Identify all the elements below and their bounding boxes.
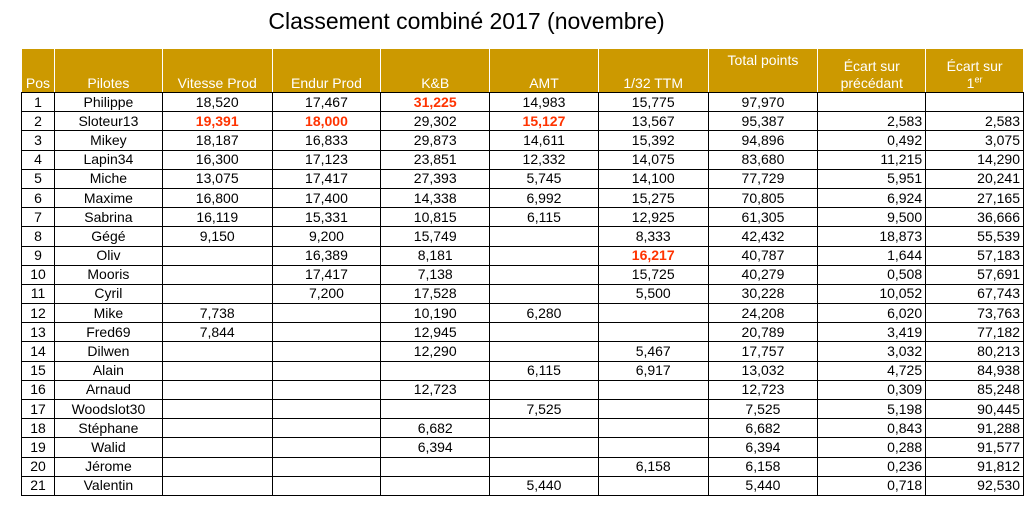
cell-pilote: Gégé: [54, 227, 162, 246]
cell-ttm: 14,100: [598, 169, 708, 188]
cell-ecart-first: 91,288: [926, 419, 1024, 438]
table-body: [22, 93, 1024, 496]
cell-pos: 19: [22, 438, 55, 457]
table-row: [22, 476, 1024, 495]
cell-pos: 15: [22, 361, 55, 380]
header-pilotes: Pilotes: [54, 49, 162, 93]
cell-total: 83,680: [708, 150, 818, 169]
cell-endur: 16,833: [272, 131, 381, 150]
cell-amt: 7,525: [490, 400, 599, 419]
cell-vitesse: [162, 284, 272, 303]
header-vitesse: Vitesse Prod: [162, 49, 272, 93]
cell-ttm: 15,725: [598, 265, 708, 284]
cell-amt: 12,332: [490, 150, 599, 169]
table-row: [22, 400, 1024, 419]
cell-ecart-first: 20,241: [926, 169, 1024, 188]
table-row: [22, 457, 1024, 476]
cell-ttm: [598, 476, 708, 495]
table-row: [22, 208, 1024, 227]
cell-vitesse: [162, 476, 272, 495]
cell-ecart-first: 85,248: [926, 380, 1024, 399]
cell-pos: 20: [22, 457, 55, 476]
cell-ttm: 6,158: [598, 457, 708, 476]
cell-ecart-prec: 9,500: [818, 208, 926, 227]
cell-vitesse: 18,187: [162, 131, 272, 150]
cell-vitesse: [162, 380, 272, 399]
cell-ecart-prec: 3,419: [818, 323, 926, 342]
cell-total: 61,305: [708, 208, 818, 227]
cell-ecart-first: 36,666: [926, 208, 1024, 227]
cell-vitesse: [162, 457, 272, 476]
cell-endur: [272, 476, 381, 495]
cell-total: 17,757: [708, 342, 818, 361]
cell-pilote: Miche: [54, 169, 162, 188]
cell-amt: [490, 419, 599, 438]
cell-pos: 12: [22, 304, 55, 323]
table-row: [22, 304, 1024, 323]
cell-total: 42,432: [708, 227, 818, 246]
cell-kb: 12,290: [381, 342, 490, 361]
cell-ttm: 15,275: [598, 188, 708, 207]
cell-ecart-first: 67,743: [926, 284, 1024, 303]
header-ecart-first-line1: Écart sur: [946, 58, 1003, 74]
cell-ttm: 15,392: [598, 131, 708, 150]
cell-ecart-first: 90,445: [926, 400, 1024, 419]
header-ecart-first: [926, 49, 1024, 93]
cell-pos: 17: [22, 400, 55, 419]
cell-pos: 2: [22, 112, 55, 131]
header-ttm: 1/32 TTM: [598, 49, 708, 93]
cell-amt: 15,127: [490, 112, 599, 131]
header-ecart-first-line2: 1: [966, 75, 975, 91]
cell-kb: 8,181: [381, 246, 490, 265]
cell-vitesse: [162, 265, 272, 284]
cell-total: 6,394: [708, 438, 818, 457]
cell-vitesse: 7,844: [162, 323, 272, 342]
cell-pos: 13: [22, 323, 55, 342]
cell-ecart-prec: 3,032: [818, 342, 926, 361]
cell-vitesse: 9,150: [162, 227, 272, 246]
cell-amt: [490, 342, 599, 361]
cell-pilote: Lapin34: [54, 150, 162, 169]
table-row: [22, 323, 1024, 342]
page-title: Classement combiné 2017 (novembre): [268, 8, 665, 34]
cell-pos: 18: [22, 419, 55, 438]
cell-pos: 16: [22, 380, 55, 399]
header-row: [22, 49, 1024, 93]
cell-ttm: 16,217: [598, 246, 708, 265]
cell-kb: 10,190: [381, 304, 490, 323]
cell-vitesse: [162, 342, 272, 361]
cell-ecart-prec: 0,508: [818, 265, 926, 284]
cell-ecart-prec: 0,288: [818, 438, 926, 457]
cell-endur: 17,400: [272, 188, 381, 207]
cell-kb: 6,682: [381, 419, 490, 438]
cell-endur: [272, 361, 381, 380]
cell-total: 6,682: [708, 419, 818, 438]
cell-ecart-prec: 0,309: [818, 380, 926, 399]
cell-amt: [490, 323, 599, 342]
cell-ecart-first: 80,213: [926, 342, 1024, 361]
cell-ecart-first: 91,577: [926, 438, 1024, 457]
header-ecart-prec: [818, 49, 926, 93]
cell-vitesse: 16,800: [162, 188, 272, 207]
table-row: [22, 380, 1024, 399]
cell-pilote: Mikey: [54, 131, 162, 150]
cell-total: 5,440: [708, 476, 818, 495]
cell-endur: [272, 380, 381, 399]
cell-pilote: Fred69: [54, 323, 162, 342]
cell-pilote: Valentin: [54, 476, 162, 495]
cell-total: 40,279: [708, 265, 818, 284]
cell-pos: 9: [22, 246, 55, 265]
cell-total: 95,387: [708, 112, 818, 131]
cell-ttm: [598, 380, 708, 399]
cell-pilote: Sloteur13: [54, 112, 162, 131]
cell-kb: [381, 400, 490, 419]
cell-total: 30,228: [708, 284, 818, 303]
header-ecart-first-sup: er: [974, 74, 983, 85]
cell-kb: [381, 476, 490, 495]
cell-amt: [490, 438, 599, 457]
cell-amt: 5,745: [490, 169, 599, 188]
cell-ecart-first: 57,183: [926, 246, 1024, 265]
cell-ecart-prec: 0,843: [818, 419, 926, 438]
table-row: [22, 188, 1024, 207]
cell-endur: 17,417: [272, 265, 381, 284]
cell-pilote: Philippe: [54, 93, 162, 112]
cell-ecart-first: 14,290: [926, 150, 1024, 169]
header-total: [708, 49, 818, 93]
cell-pos: 21: [22, 476, 55, 495]
table-row: [22, 419, 1024, 438]
cell-ecart-first: 2,583: [926, 112, 1024, 131]
cell-kb: 15,749: [381, 227, 490, 246]
table-row: [22, 150, 1024, 169]
cell-ecart-first: 92,530: [926, 476, 1024, 495]
cell-ecart-prec: 11,215: [818, 150, 926, 169]
cell-ecart-first: 84,938: [926, 361, 1024, 380]
cell-ttm: 5,467: [598, 342, 708, 361]
cell-vitesse: 7,738: [162, 304, 272, 323]
cell-ttm: [598, 323, 708, 342]
cell-vitesse: [162, 419, 272, 438]
table-row: [22, 112, 1024, 131]
cell-total: 97,970: [708, 93, 818, 112]
cell-vitesse: 16,300: [162, 150, 272, 169]
cell-ttm: [598, 304, 708, 323]
cell-endur: [272, 457, 381, 476]
cell-pos: 6: [22, 188, 55, 207]
cell-pilote: Cyril: [54, 284, 162, 303]
cell-ecart-prec: 0,718: [818, 476, 926, 495]
cell-kb: 29,302: [381, 112, 490, 131]
cell-amt: 6,992: [490, 188, 599, 207]
cell-pilote: Mooris: [54, 265, 162, 284]
cell-ecart-first: [926, 93, 1024, 112]
cell-amt: [490, 265, 599, 284]
cell-pilote: Alain: [54, 361, 162, 380]
cell-vitesse: [162, 361, 272, 380]
cell-pos: 8: [22, 227, 55, 246]
header-pos: Pos: [22, 49, 55, 93]
cell-pos: 1: [22, 93, 55, 112]
cell-kb: 12,945: [381, 323, 490, 342]
cell-ecart-prec: 6,924: [818, 188, 926, 207]
cell-ttm: 5,500: [598, 284, 708, 303]
cell-amt: 6,115: [490, 208, 599, 227]
cell-kb: 12,723: [381, 380, 490, 399]
cell-vitesse: 13,075: [162, 169, 272, 188]
cell-endur: [272, 419, 381, 438]
cell-ttm: [598, 419, 708, 438]
cell-pos: 11: [22, 284, 55, 303]
table-row: [22, 246, 1024, 265]
cell-total: 70,805: [708, 188, 818, 207]
cell-pilote: Woodslot30: [54, 400, 162, 419]
cell-amt: 14,611: [490, 131, 599, 150]
cell-total: 77,729: [708, 169, 818, 188]
header-amt: AMT: [490, 49, 599, 93]
cell-pos: 5: [22, 169, 55, 188]
header-kb: K&B: [381, 49, 490, 93]
cell-pilote: Stéphane: [54, 419, 162, 438]
cell-pilote: Dilwen: [54, 342, 162, 361]
cell-kb: 31,225: [381, 93, 490, 112]
cell-ecart-prec: 0,236: [818, 457, 926, 476]
cell-ecart-prec: 1,644: [818, 246, 926, 265]
header-endur: Endur Prod: [272, 49, 381, 93]
cell-kb: 17,528: [381, 284, 490, 303]
cell-ecart-prec: 6,020: [818, 304, 926, 323]
cell-total: 6,158: [708, 457, 818, 476]
cell-pilote: Mike: [54, 304, 162, 323]
cell-endur: 16,389: [272, 246, 381, 265]
cell-total: 12,723: [708, 380, 818, 399]
table-row: [22, 284, 1024, 303]
cell-amt: 14,983: [490, 93, 599, 112]
table-row: [22, 227, 1024, 246]
table-row: [22, 265, 1024, 284]
cell-endur: 7,200: [272, 284, 381, 303]
cell-total: 40,787: [708, 246, 818, 265]
cell-endur: 9,200: [272, 227, 381, 246]
cell-endur: 15,331: [272, 208, 381, 227]
cell-ecart-first: 27,165: [926, 188, 1024, 207]
cell-kb: 7,138: [381, 265, 490, 284]
cell-amt: [490, 380, 599, 399]
cell-ttm: 6,917: [598, 361, 708, 380]
cell-ttm: 12,925: [598, 208, 708, 227]
cell-ecart-prec: 5,951: [818, 169, 926, 188]
cell-amt: 6,115: [490, 361, 599, 380]
cell-pos: 14: [22, 342, 55, 361]
cell-ttm: [598, 438, 708, 457]
cell-endur: 17,417: [272, 169, 381, 188]
table-row: [22, 93, 1024, 112]
cell-endur: 17,123: [272, 150, 381, 169]
cell-ttm: 8,333: [598, 227, 708, 246]
table-row: [22, 361, 1024, 380]
cell-kb: 6,394: [381, 438, 490, 457]
cell-amt: 6,280: [490, 304, 599, 323]
table-row: [22, 342, 1024, 361]
cell-endur: 18,000: [272, 112, 381, 131]
cell-total: 7,525: [708, 400, 818, 419]
cell-ttm: [598, 400, 708, 419]
cell-ecart-prec: [818, 93, 926, 112]
cell-endur: [272, 400, 381, 419]
cell-pilote: Walid: [54, 438, 162, 457]
cell-endur: [272, 323, 381, 342]
cell-amt: [490, 457, 599, 476]
cell-amt: [490, 284, 599, 303]
header-ecart-prec-line1: Écart sur: [843, 58, 900, 74]
cell-ecart-prec: 10,052: [818, 284, 926, 303]
cell-kb: 29,873: [381, 131, 490, 150]
cell-ecart-first: 55,539: [926, 227, 1024, 246]
cell-kb: [381, 361, 490, 380]
cell-vitesse: [162, 438, 272, 457]
cell-ttm: 15,775: [598, 93, 708, 112]
cell-vitesse: [162, 246, 272, 265]
cell-ttm: 13,567: [598, 112, 708, 131]
cell-ecart-first: 91,812: [926, 457, 1024, 476]
cell-kb: 23,851: [381, 150, 490, 169]
cell-endur: [272, 438, 381, 457]
cell-endur: [272, 342, 381, 361]
cell-ecart-prec: 4,725: [818, 361, 926, 380]
cell-pilote: Maxime: [54, 188, 162, 207]
cell-amt: [490, 227, 599, 246]
header-ecart-prec-line2: précédant: [840, 75, 903, 91]
cell-ecart-first: 57,691: [926, 265, 1024, 284]
cell-total: 94,896: [708, 131, 818, 150]
cell-amt: [490, 246, 599, 265]
cell-vitesse: 19,391: [162, 112, 272, 131]
cell-kb: 14,338: [381, 188, 490, 207]
cell-ttm: 14,075: [598, 150, 708, 169]
cell-kb: 27,393: [381, 169, 490, 188]
cell-ecart-first: 77,182: [926, 323, 1024, 342]
cell-pilote: Arnaud: [54, 380, 162, 399]
cell-endur: [272, 304, 381, 323]
cell-total: 13,032: [708, 361, 818, 380]
cell-ecart-first: 73,763: [926, 304, 1024, 323]
cell-total: 20,789: [708, 323, 818, 342]
table-row: [22, 169, 1024, 188]
cell-ecart-prec: 5,198: [818, 400, 926, 419]
cell-ecart-prec: 0,492: [818, 131, 926, 150]
header-total-label: Total points: [727, 52, 799, 68]
cell-kb: [381, 457, 490, 476]
cell-vitesse: 16,119: [162, 208, 272, 227]
cell-ecart-prec: 18,873: [818, 227, 926, 246]
cell-pos: 3: [22, 131, 55, 150]
cell-ecart-first: 3,075: [926, 131, 1024, 150]
table-row: [22, 131, 1024, 150]
cell-vitesse: [162, 400, 272, 419]
cell-endur: 17,467: [272, 93, 381, 112]
cell-ecart-prec: 2,583: [818, 112, 926, 131]
ranking-table: [21, 48, 1024, 496]
cell-pos: 10: [22, 265, 55, 284]
table-row: [22, 438, 1024, 457]
cell-kb: 10,815: [381, 208, 490, 227]
cell-pilote: Oliv: [54, 246, 162, 265]
cell-pilote: Sabrina: [54, 208, 162, 227]
cell-amt: 5,440: [490, 476, 599, 495]
cell-pos: 4: [22, 150, 55, 169]
cell-pos: 7: [22, 208, 55, 227]
cell-vitesse: 18,520: [162, 93, 272, 112]
cell-pilote: Jérome: [54, 457, 162, 476]
cell-total: 24,208: [708, 304, 818, 323]
